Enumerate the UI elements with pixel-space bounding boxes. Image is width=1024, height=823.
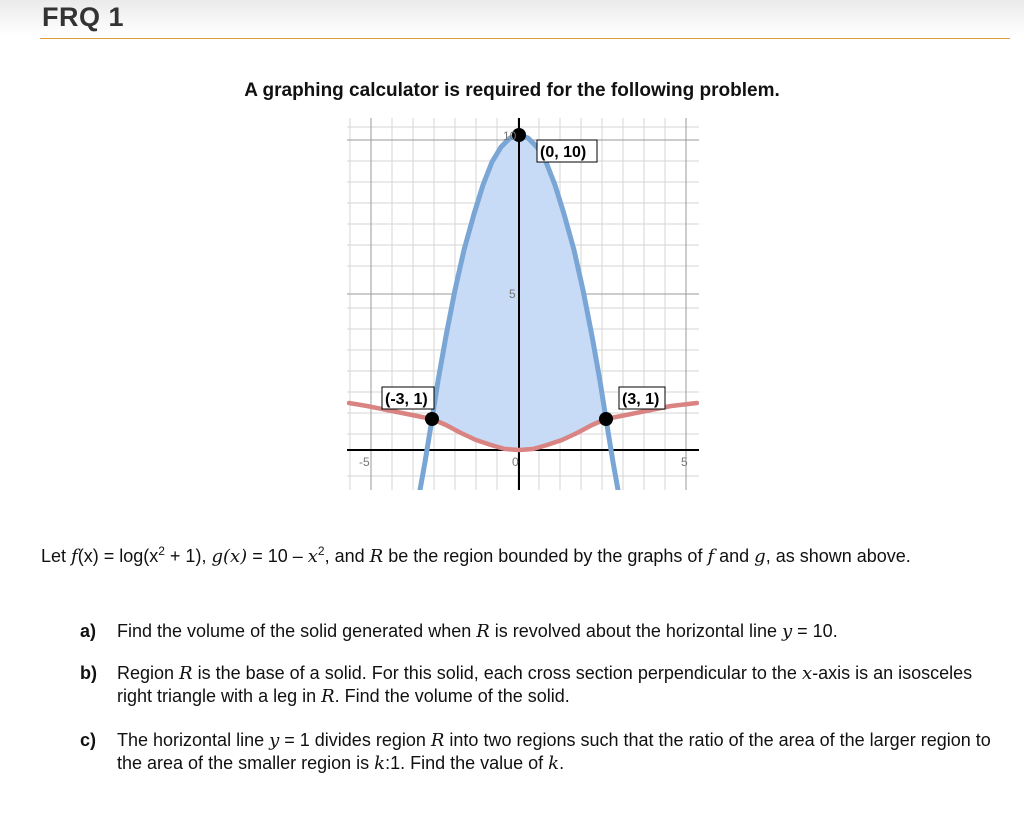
question-b-label: b)	[80, 663, 97, 683]
tick-label-y10: 10	[503, 129, 517, 143]
tick-label-origin: 0	[512, 455, 519, 469]
region-graph	[347, 118, 699, 490]
tick-label-x-neg5: -5	[359, 455, 370, 469]
tick-label-y5: 5	[509, 287, 516, 301]
question-c-label: c)	[80, 730, 97, 750]
header-divider	[40, 38, 1010, 39]
header-bar	[0, 0, 1024, 36]
page-title: FRQ 1	[42, 2, 125, 32]
point-label-0-10: (0, 10)	[540, 144, 587, 161]
point-label-3-1: (3, 1)	[622, 391, 660, 408]
problem-statement: Let $f(x) = \log(x^2 + 1)$, $g(x) = 10 - x^2$, and R be the region bounded by the graphs of f and g, as shown above.	[41, 544, 911, 567]
calculator-note: A graphing calculator is required for the following problem.	[244, 80, 780, 101]
point-right	[599, 412, 613, 426]
point-left	[425, 412, 439, 426]
point-label-neg3-1: (-3, 1)	[385, 391, 428, 408]
question-a-label: a)	[80, 621, 97, 641]
question-b-text: Region R is the base of a solid. For this solid, each cross section perpendicular to the x-axis is an isosceles right triangle with a leg in R. Find the volume of the solid.	[117, 663, 973, 707]
tick-label-x5: 5	[681, 455, 688, 469]
question-a-text: Find the volume of the solid generated when R is revolved about the horizontal line y = 10.	[117, 621, 838, 642]
question-c-text: The horizontal line y = 1 divides region R into two regions such that the ratio of the area of the larger region to the area of the smaller region is k:1. Find the value of k.	[117, 730, 991, 774]
